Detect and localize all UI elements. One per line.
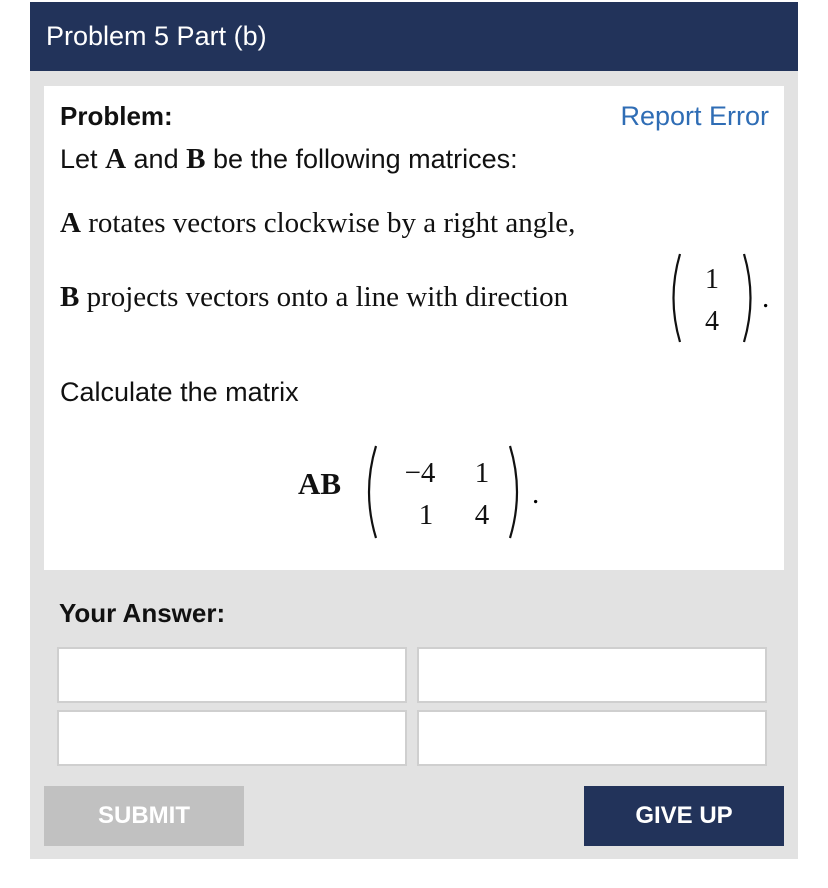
intro-matrix-a: A (105, 143, 127, 175)
matrix-entry: 1 (418, 499, 434, 531)
matrix-right-paren (510, 446, 517, 538)
problem-title: Problem 5 Part (b) (46, 21, 267, 51)
matrix-left-paren (369, 446, 376, 538)
statement-a-var: A (60, 207, 81, 239)
direction-vector (666, 250, 760, 346)
intro-and: and (133, 144, 179, 174)
statement-b (60, 281, 568, 314)
vector-period: . (762, 282, 770, 314)
matrix-entry: 4 (474, 499, 490, 531)
statement-b-var: B (60, 281, 80, 313)
vector-right-paren (744, 254, 751, 342)
intro-prefix: Let (60, 144, 98, 174)
submit-button[interactable]: SUBMIT (44, 786, 244, 846)
vector-entry: 4 (705, 306, 719, 337)
statement-a-text: rotates vectors clockwise by a right angle, (88, 207, 576, 239)
problem-intro (60, 143, 518, 176)
intro-matrix-b: B (186, 143, 206, 175)
answer-heading: Your Answer: (59, 598, 226, 628)
matrix-entry: −4 (404, 457, 436, 489)
given-matrix (360, 442, 530, 542)
answer-cell-row1-col2[interactable] (417, 647, 767, 703)
report-error-link[interactable]: Report Error (620, 101, 769, 131)
answer-cell-row1-col1[interactable] (57, 647, 407, 703)
problem-heading: Problem: (60, 101, 173, 131)
matrix-period: . (532, 478, 540, 510)
problem-panel (44, 86, 784, 570)
intro-suffix: be the following matrices: (212, 144, 518, 174)
problem-card (30, 2, 798, 859)
statement-a (60, 207, 575, 240)
vector-entry: 1 (705, 264, 719, 295)
product-label: AB (298, 466, 342, 501)
problem-header (30, 2, 798, 71)
vector-left-paren (674, 254, 681, 342)
answer-cell-row2-col1[interactable] (57, 710, 407, 766)
calculate-text: Calculate the matrix (60, 377, 299, 407)
statement-b-text: projects vectors onto a line with direction (86, 281, 569, 313)
give-up-button[interactable]: GIVE UP (584, 786, 784, 846)
answer-cell-row2-col2[interactable] (417, 710, 767, 766)
matrix-entry: 1 (474, 457, 490, 489)
